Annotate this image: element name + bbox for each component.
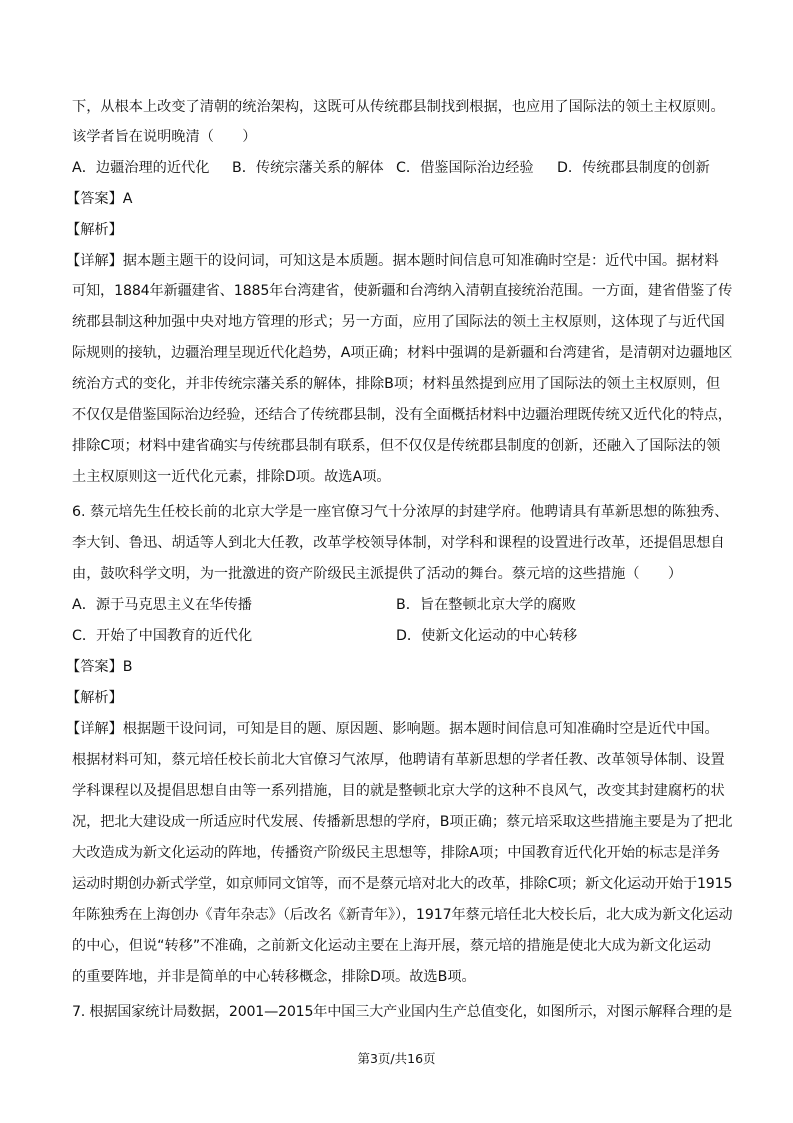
q6-option-d: D．使新文化运动的中心转移 xyxy=(396,628,578,644)
q6-stem-line-2: 李大钊、鲁迅、胡适等人到北大任教，改革学校领导体制，对学科和课程的设置进行改革，还提倡思想自 xyxy=(72,535,725,551)
q6-stem-line-3: 由，鼓吹科学文明，为一批激进的资产阶级民主派提供了活动的舞台。蔡元培的这些措施（ ） xyxy=(72,566,683,582)
q5-detail-line-6: 不仅仅是借鉴国际治边经验，还结合了传统郡县制，没有全面概括材料中边疆治理既传统又近代化的特点， xyxy=(72,407,732,423)
q6-stem-line-1: 6. 蔡元培先生任校长前的北京大学是一座官僚习气十分浓厚的封建学府。他聘请具有革新思想的陈独秀、 xyxy=(72,504,729,520)
page-footer: 第3页/共16页 xyxy=(357,1051,436,1066)
q6-option-b: B．旨在整顿北京大学的腐败 xyxy=(396,597,576,613)
q5-stem-line-2: 该学者旨在说明晚清（ ） xyxy=(72,129,257,145)
q6-analysis-label: 【解析】 xyxy=(66,690,123,706)
q5-detail-line-7: 排除C项；材料中建省确实与传统郡县制有联系，但不仅仅是传统郡县制度的创新，还融入了国际法的领 xyxy=(72,438,721,454)
q6-detail-line-6: 运动时期创办新式学堂，如京师同文馆等，而不是蔡元培对北大的改革，排除C项；新文化运动开始于1915 xyxy=(72,876,733,892)
q6-detail-line-2: 根据材料可知，蔡元培任校长前北大官僚习气浓厚，他聘请有革新思想的学者任教、改革领导体制、设置 xyxy=(72,752,725,768)
q5-detail-line-3: 统郡县制这种加强中央对地方管理的形式；另一方面，应用了国际法的领土主权原则，这体现了与近代国 xyxy=(72,314,725,330)
q5-detail-line-8: 土主权原则这一近代化元素，排除D项。故选A项。 xyxy=(72,469,391,485)
q5-detail-line-2: 可知，1884年新疆建省、1885年台湾建省，使新疆和台湾纳入清朝直接统治范围。一方面，建省借鉴了传 xyxy=(72,283,733,299)
q6-detail-line-9: 的重要阵地，并非是简单的中心转移概念，排除D项。故选B项。 xyxy=(72,969,476,985)
q6-detail-line-5: 大改造成为新文化运动的阵地，传播资产阶级民主思想等，排除A项；中国教育近代化开始的标志是洋务 xyxy=(72,845,721,861)
q7-stem-line-1: 7. 根据国家统计局数据，2001—2015年中国三大产业国内生产总值变化，如图所示，对图示解释合理的是 xyxy=(72,1004,732,1020)
q5-detail-line-5: 统治方式的变化，并非传统宗藩关系的解体，排除B项；材料虽然提到应用了国际法的领土主权原则，但 xyxy=(72,376,721,392)
q6-detail-line-3: 学科课程以及提倡思想自由等一系列措施，目的就是整顿北京大学的这种不良风气，改变其封建腐朽的状 xyxy=(72,783,725,799)
q5-option-b: B．传统宗藩关系的解体 xyxy=(232,160,384,176)
q5-option-a: A．边疆治理的近代化 xyxy=(72,160,210,176)
q5-stem-line-1: 下，从根本上改变了清朝的统治架构，这既可从传统郡县制找到根据，也应用了国际法的领土主权原则。 xyxy=(72,99,725,115)
q6-detail-line-8: 的中心，但说“转移”不准确，之前新文化运动主要在上海开展，蔡元培的措施是使北大成为新文化运动 xyxy=(72,938,711,954)
q5-detail-line-1: 【详解】据本题主题干的设问词，可知这是本质题。据本题时间信息可知准确时空是：近代中国。据材料 xyxy=(66,253,719,269)
q5-option-d: D．传统郡县制度的创新 xyxy=(557,160,710,176)
q6-option-a: A．源于马克思主义在华传播 xyxy=(72,597,252,613)
q6-detail-line-4: 况，把北大建设成一所适应时代发展、传播新思想的学府，B项正确；蔡元培采取这些措施主要是为了把北 xyxy=(72,814,733,830)
q5-option-c: C．借鉴国际治边经验 xyxy=(396,160,534,176)
q6-detail-line-7: 年陈独秀在上海创办《青年杂志》（后改名《新青年》），1917年蔡元培任北大校长后，北大成为新文化运动 xyxy=(72,907,733,923)
q5-detail-line-4: 际规则的接轨，边疆治理呈现近代化趋势，A项正确；材料中强调的是新疆和台湾建省，是清朝对边疆地区 xyxy=(72,345,733,361)
q6-detail-line-1: 【详解】根据题干设问词，可知是目的题、原因题、影响题。据本题时间信息可知准确时空是近代中国。 xyxy=(66,721,719,737)
q6-option-c: C．开始了中国教育的近代化 xyxy=(72,628,253,644)
q5-answer: 【答案】A xyxy=(66,191,133,207)
q5-analysis-label: 【解析】 xyxy=(66,222,123,238)
q6-answer: 【答案】B xyxy=(66,659,133,675)
